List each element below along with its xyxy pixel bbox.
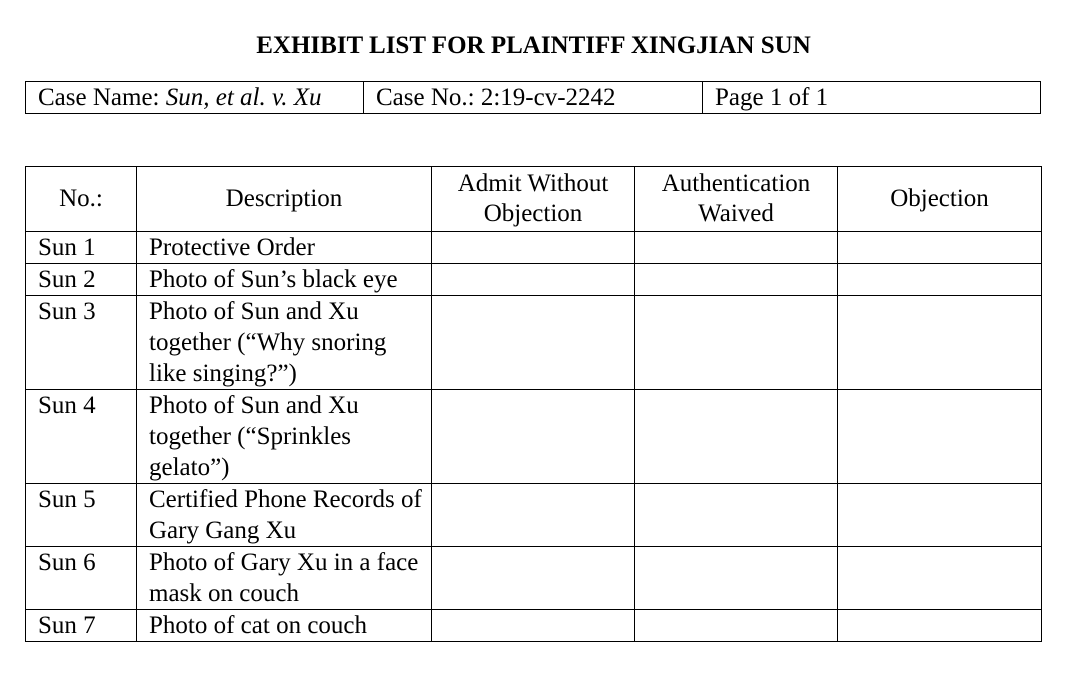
header-row (26, 167, 1042, 232)
exhibit-description: Photo of Sun’s black eye (137, 264, 432, 296)
page-indicator-cell (703, 82, 1040, 113)
header-auth-line2: Waived (698, 200, 774, 227)
admit-cell[interactable] (432, 232, 635, 264)
exhibit-number: Sun 1 (26, 232, 137, 264)
objection-cell[interactable] (838, 547, 1042, 610)
exhibit-number: Sun 4 (26, 390, 137, 484)
exhibit-number: Sun 2 (26, 264, 137, 296)
admit-cell[interactable] (432, 610, 635, 642)
case-number-value: 2:19-cv-2242 (480, 83, 616, 111)
admit-cell[interactable] (432, 390, 635, 484)
objection-cell[interactable] (838, 610, 1042, 642)
case-number-label: Case No.: (376, 83, 475, 111)
header-authentication-waived (635, 167, 838, 232)
authentication-cell[interactable] (635, 610, 838, 642)
authentication-cell[interactable] (635, 390, 838, 484)
objection-cell[interactable] (838, 484, 1042, 547)
exhibit-description: Photo of Gary Xu in a face mask on couch (137, 547, 432, 610)
header-admit-line2: Objection (483, 200, 583, 227)
authentication-cell[interactable] (635, 296, 838, 390)
admit-cell[interactable] (432, 264, 635, 296)
case-name-label: Case Name: (38, 83, 160, 111)
case-number-cell (364, 82, 703, 113)
case-name-cell (26, 82, 364, 113)
authentication-cell[interactable] (635, 484, 838, 547)
table-row (26, 264, 1042, 296)
exhibit-table (25, 166, 1042, 642)
admit-cell[interactable] (432, 547, 635, 610)
exhibit-description: Protective Order (137, 232, 432, 264)
admit-cell[interactable] (432, 484, 635, 547)
header-description: Description (137, 167, 432, 232)
case-info-bar (25, 81, 1041, 114)
header-auth-line1: Authentication (661, 170, 811, 197)
table-row (26, 232, 1042, 264)
authentication-cell[interactable] (635, 264, 838, 296)
header-admit-without-objection (432, 167, 635, 232)
objection-cell[interactable] (838, 390, 1042, 484)
authentication-cell[interactable] (635, 547, 838, 610)
exhibit-description: Photo of Sun and Xu together (“Sprinkles gelato”) (137, 390, 432, 484)
table-row (26, 610, 1042, 642)
header-objection: Objection (838, 167, 1042, 232)
exhibit-description: Certified Phone Records of Gary Gang Xu (137, 484, 432, 547)
admit-cell[interactable] (432, 296, 635, 390)
page-indicator: Page 1 of 1 (715, 83, 829, 111)
document-title: EXHIBIT LIST FOR PLAINTIFF XINGJIAN SUN (256, 32, 811, 59)
case-name-value: Sun, et al. v. Xu (165, 83, 322, 111)
exhibit-number: Sun 6 (26, 547, 137, 610)
authentication-cell[interactable] (635, 232, 838, 264)
objection-cell[interactable] (838, 232, 1042, 264)
exhibit-number: Sun 5 (26, 484, 137, 547)
header-no: No.: (26, 167, 137, 232)
exhibit-number: Sun 3 (26, 296, 137, 390)
exhibit-number: Sun 7 (26, 610, 137, 642)
objection-cell[interactable] (838, 264, 1042, 296)
table-row (26, 390, 1042, 484)
table-row (26, 484, 1042, 547)
table-row (26, 296, 1042, 390)
objection-cell[interactable] (838, 296, 1042, 390)
header-admit-line1: Admit Without (457, 170, 609, 197)
table-row (26, 547, 1042, 610)
exhibit-description: Photo of cat on couch (137, 610, 432, 642)
exhibit-description: Photo of Sun and Xu together (“Why snoring like singing?”) (137, 296, 432, 390)
